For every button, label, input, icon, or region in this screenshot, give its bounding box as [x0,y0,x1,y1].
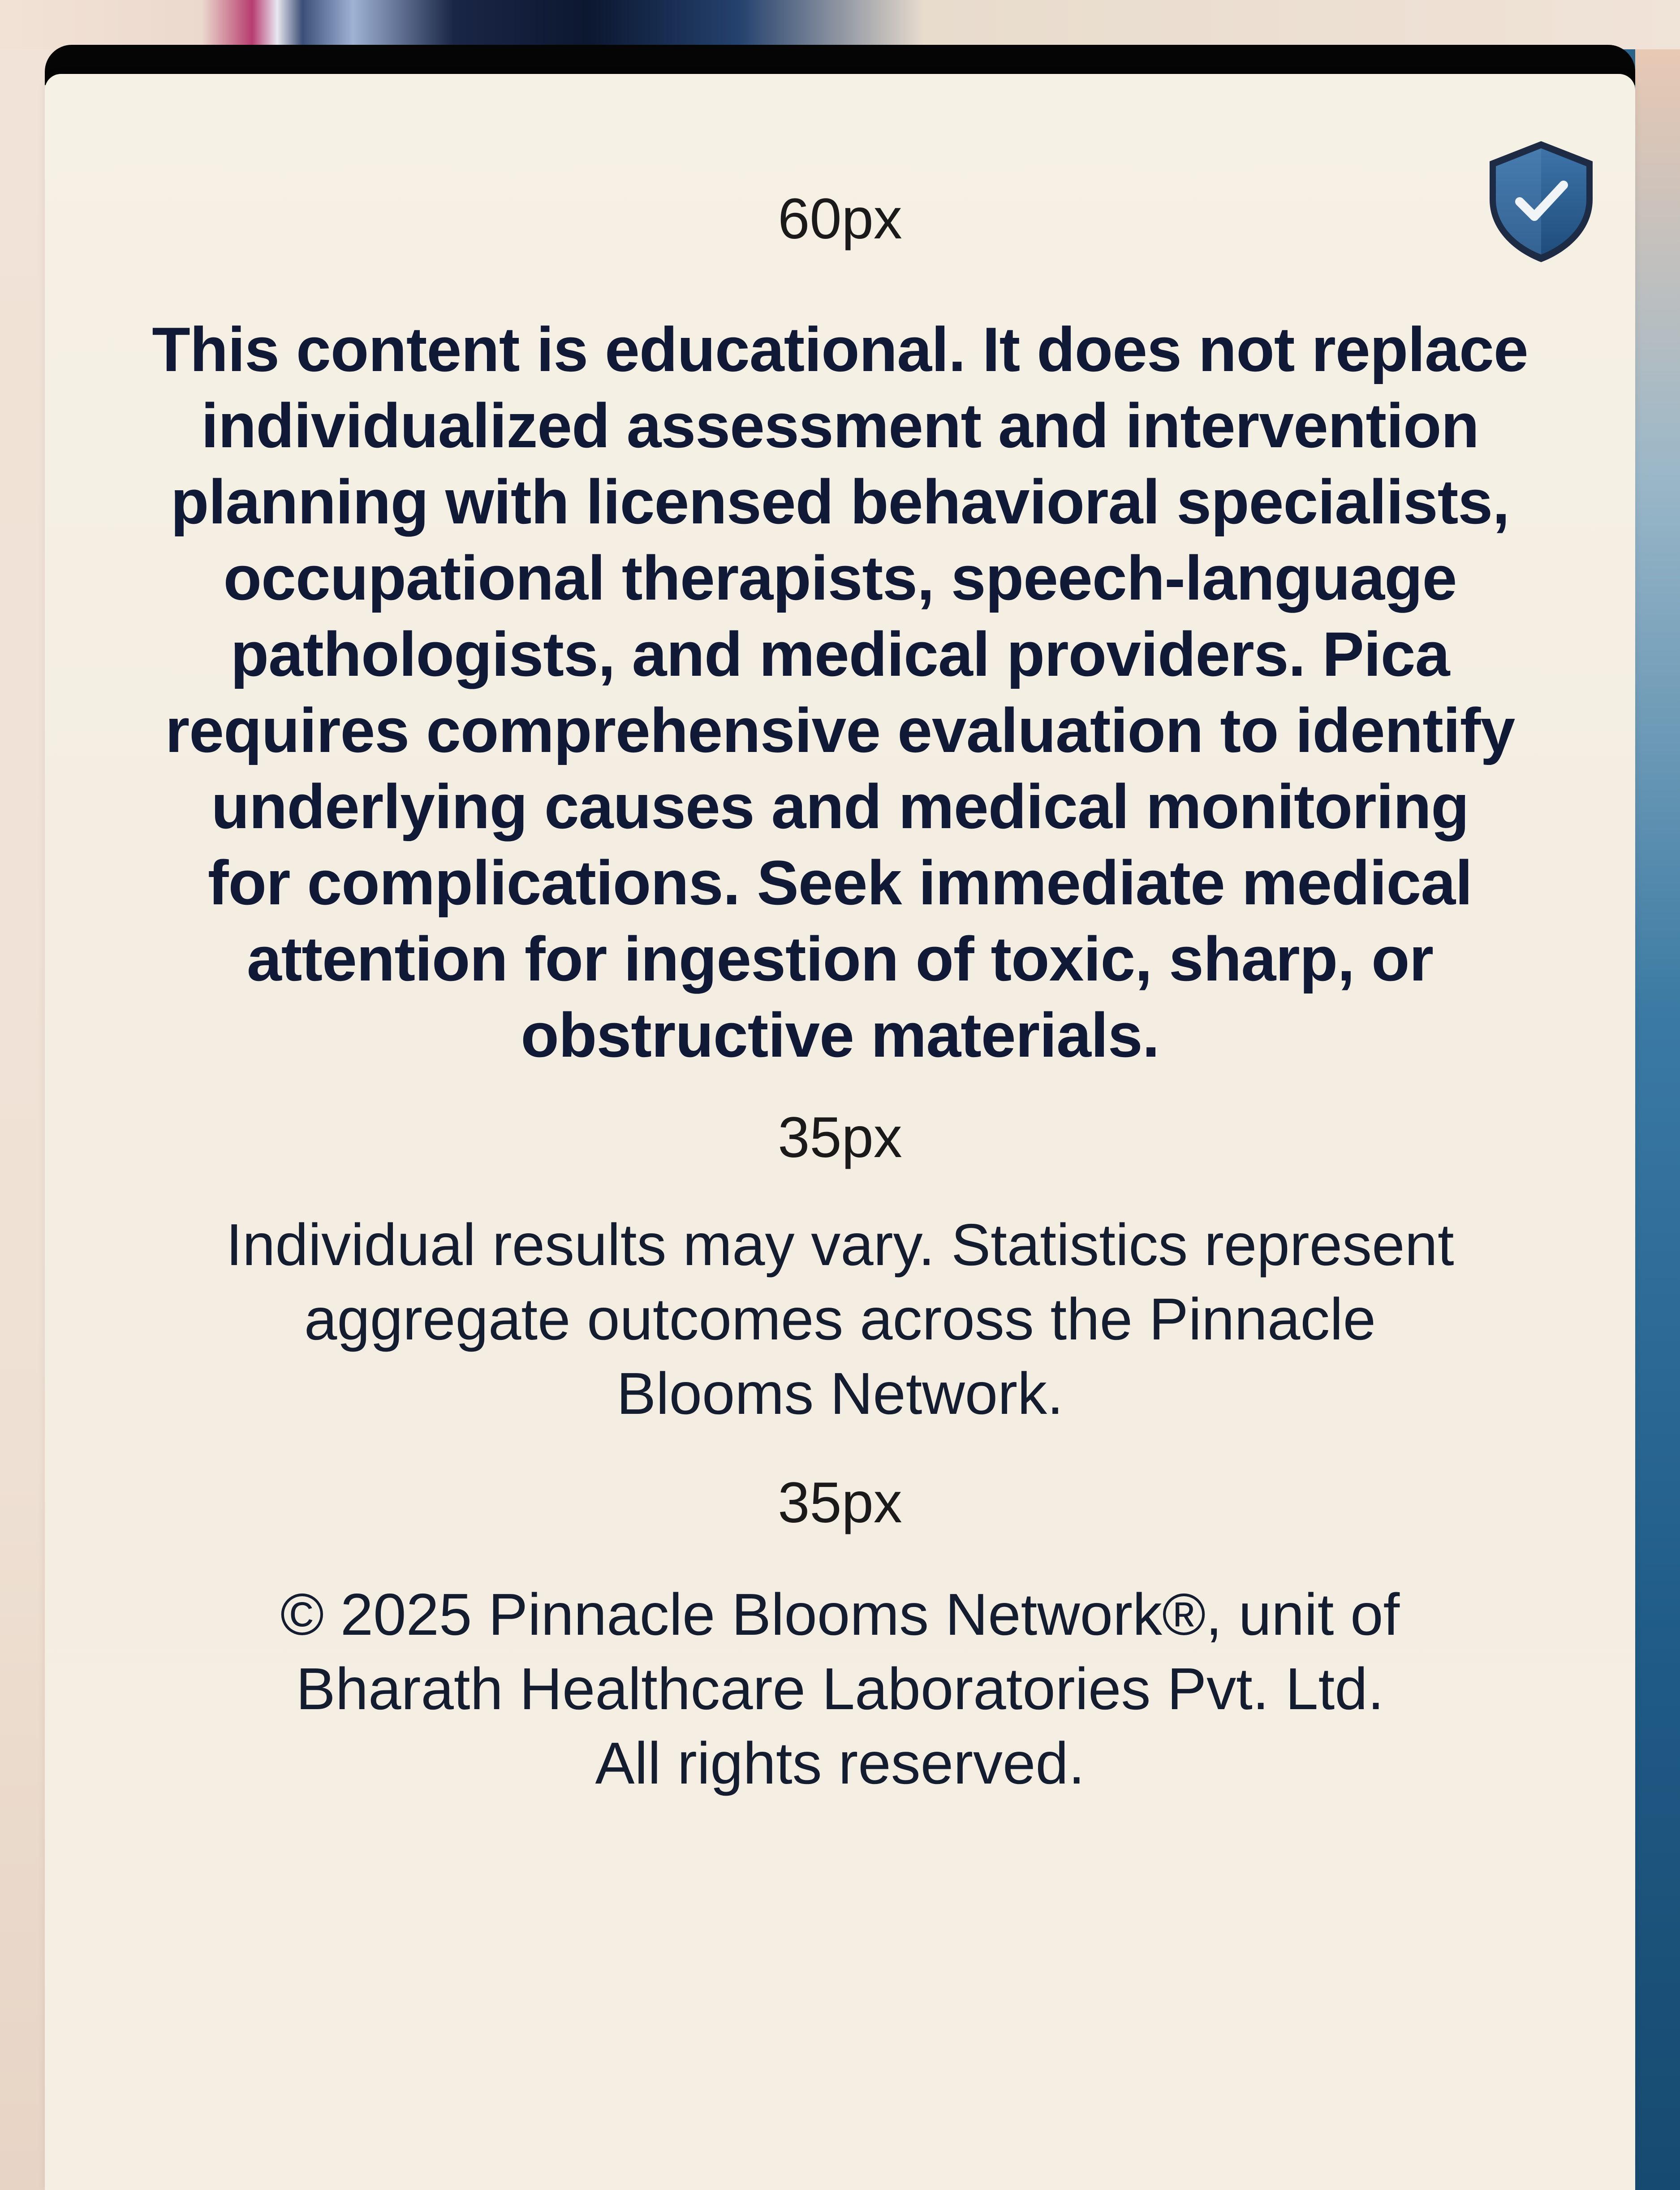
disclaimer-text: This content is educational. It does not replace individualized assessment and intervention planning with licensed behavioral specialists, occupational therapists, speech-language pathologists, and medical providers. Pica requires comprehensive evaluation to identify underlying causes and medical monitoring for complications. Seek immediate medical attention for ingestion of toxic, sharp, or obstructive materials. [152,314,1528,1070]
disclaimer-card [45,74,1635,2190]
copyright-text: © 2025 Pinnacle Blooms Network®, unit of Bharath Healthcare Laboratories Pvt. Ltd. All rights reserved. [280,1581,1400,1796]
spacer-label-middle: 35px [778,1106,902,1170]
spacer-label-bottom: 35px [778,1471,902,1535]
background-right-edge [1635,49,1680,2190]
background-left-edge [0,49,49,2190]
background-top-strip [0,0,1680,49]
spacer-label-top: 60px [778,187,902,251]
results-note: Individual results may vary. Statistics represent aggregate outcomes across the Pinnacle Blooms Network. [226,1212,1454,1426]
